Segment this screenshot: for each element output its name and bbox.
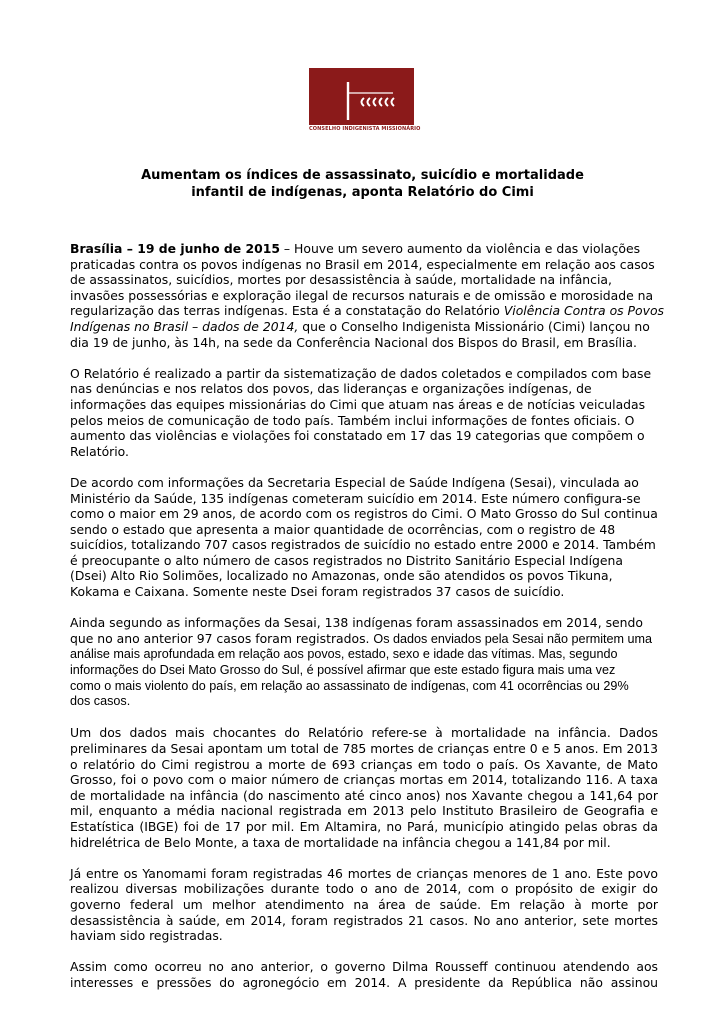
paragraph-line: dos casos.: [70, 694, 131, 709]
paragraph-line: O Relatório é realizado a partir da sistematização de dados coletados e compilados com base: [70, 365, 652, 381]
paragraph-line: regularização das terras indígenas. Esta é a constatação do Relatório Violência Contra os Povos: [70, 303, 664, 319]
paragraph-line: informações do Dsei Mato Grosso do Sul, é possível afirmar que este estado figura mais uma vez: [70, 663, 616, 678]
article-body: [70, 241, 664, 1006]
paragraph-line: pelos meios de comunicação de todo país. Também inclui informações de fontes oficiais. O: [70, 412, 635, 428]
paragraph-line: Kokama e Caixana. Somente neste Dsei foram registrados 37 casos de suicídio.: [70, 584, 565, 600]
paragraph-4: [70, 615, 658, 710]
paragraph-line: De acordo com informações da Secretaria Especial de Saúde Indígena (Sesai), vinculada ao: [70, 474, 639, 490]
paragraph-line: Ministério da Saúde, 135 indígenas cometeram suicídio em 2014. Este número configura-se: [70, 490, 641, 506]
paragraph-line: nas denúncias e nos relatos dos povos, das lideranças e organizações indígenas, de: [70, 381, 592, 397]
paragraph-line: praticadas contra os povos indígenas no Brasil em 2014, especialmente em relação aos casos: [70, 256, 655, 272]
report-title-italic: Indígenas no Brasil – dados de 2014,: [70, 318, 299, 334]
paragraph-line: Estatística (IBGE) foi de 17 por mil. Em Altamira, no Pará, município atingido pelas obras da: [70, 818, 658, 834]
paragraph-line: suicídios, totalizando 707 casos registrados de suicídio no estado entre 2000 e 2014. Também: [70, 537, 656, 553]
paragraph-line: invasões possessórias e exploração ilegal de recursos naturais e de omissão e morosidade na: [70, 287, 654, 303]
paragraph-1: [70, 241, 664, 350]
paragraph-line: o relatório do Cimi registrou a morte de 693 crianças em todo o país. Os Xavante, de Mato: [70, 756, 658, 772]
paragraph-line: preliminares da Sesai apontam um total de 785 mortes de crianças entre 0 e 5 anos. Em 2013: [70, 741, 658, 756]
title-line-2: infantil de indígenas, aponta Relatório do Cimi: [191, 185, 534, 200]
paragraph-line: dia 19 de junho, às 14h, na sede da Conferência Nacional dos Bispos do Brasil, em Brasília.: [70, 334, 637, 350]
cimi-logo: [309, 68, 421, 138]
paragraph-line: governo federal um melhor atendimento na área de saúde. Em relação à morte por: [70, 896, 658, 912]
paragraph-line: Assim como ocorreu no ano anterior, o governo Dilma Rousseff continuou atendendo aos: [70, 959, 658, 975]
paragraph-line: Indígenas no Brasil – dados de 2014, que o Conselho Indigenista Missionário (Cimi) lançou no: [70, 318, 650, 334]
paragraph-line: que no ano anterior 97 casos foram registrados. Os dados enviados pela Sesai não permitem uma: [70, 630, 653, 646]
cimi-logo-graphic: [309, 68, 414, 125]
article-title: [90, 167, 635, 201]
paragraph-line: (Dsei) Alto Rio Solimões, localizado no Amazonas, onde são atendidos os povos Tikuna,: [70, 568, 613, 584]
report-title-italic: Violência Contra os Povos: [503, 303, 664, 319]
paragraph-line: mil, enquanto a média nacional registrada em 2013 pelo Instituto Brasileiro de Geografia e: [70, 803, 658, 819]
paragraph-line: Já entre os Yanomami foram registradas 46 mortes de crianças menores de 1 ano. Este povo: [70, 865, 658, 881]
paragraph-5: [70, 725, 658, 850]
paragraph-line: haviam sido registradas.: [70, 928, 223, 944]
paragraph-line: análise mais aprofundada em relação aos povos, estado, sexo e idade das vítimas. Mas, segundo: [70, 647, 618, 662]
paragraph-line: hidrelétrica de Belo Monte, a taxa de mortalidade na infância chegou a 141,84 por mil.: [70, 834, 611, 850]
paragraph-line: Brasília – 19 de junho de 2015 – Houve um severo aumento da violência e das violações: [70, 241, 641, 256]
title-line-1: Aumentam os índices de assassinato, suicídio e mortalidade: [141, 168, 584, 183]
paragraph-line: sendo o estado que apresenta a maior quantidade de ocorrências, com o registro de 48: [70, 521, 616, 537]
paragraph-line: Grosso, foi o povo com o maior número de crianças mortas em 2014, totalizando 116. A taxa: [70, 772, 658, 788]
paragraph-6: [70, 866, 658, 944]
paragraph-line: de mortalidade na infância (do nascimento até cinco anos) nos Xavante chegou a 141,64 por: [70, 787, 658, 803]
paragraph-line: é preocupante o alto número de casos registrados no Distrito Sanitário Especial Indígena: [70, 552, 623, 568]
paragraph-line: informações das equipes missionárias do Cimi que atuam nas áreas e de notícias veiculadas: [70, 396, 646, 412]
paragraph-line: aumento das violências e violações foi constatado em 17 das 19 categorias que compõem o: [70, 428, 645, 444]
paragraph-line: Relatório.: [70, 443, 129, 459]
dateline: Brasília – 19 de junho de 2015: [70, 241, 280, 256]
paragraph-line: de assassinatos, suicídios, mortes por desassistência à saúde, mortalidade na infância,: [70, 272, 612, 288]
paragraph-line: Um dos dados mais chocantes do Relatório refere-se à mortalidade na infância. Dados: [70, 725, 658, 741]
paragraph-line: como o mais violento do país, em relação ao assassinato de indígenas, com 41 ocorrências ou 29%: [70, 678, 629, 693]
paragraph-line: como o maior em 29 anos, de acordo com os registros do Cimi. O Mato Grosso do Sul continua: [70, 506, 658, 522]
paragraph-3: [70, 475, 658, 600]
paragraph-line: realizou diversas mobilizações durante todo o ano de 2014, com o propósito de exigir do: [70, 881, 658, 897]
paragraph-7: [70, 959, 658, 990]
logo-org-name: CONSELHO INDIGENISTA MISSIONÁRIO: [309, 126, 421, 132]
paragraph-2: [70, 366, 658, 460]
paragraph-line: desassistência à saúde, em 2014, foram registrados 21 casos. No ano anterior, sete mortes: [70, 912, 658, 928]
paragraph-line: interesses e pressões do agronegócio em 2014. A presidente da República não assinou: [70, 974, 658, 990]
paragraph-line: Ainda segundo as informações da Sesai, 138 indígenas foram assassinados em 2014, sendo: [70, 615, 643, 631]
cimi-logo-mark: [309, 68, 414, 125]
